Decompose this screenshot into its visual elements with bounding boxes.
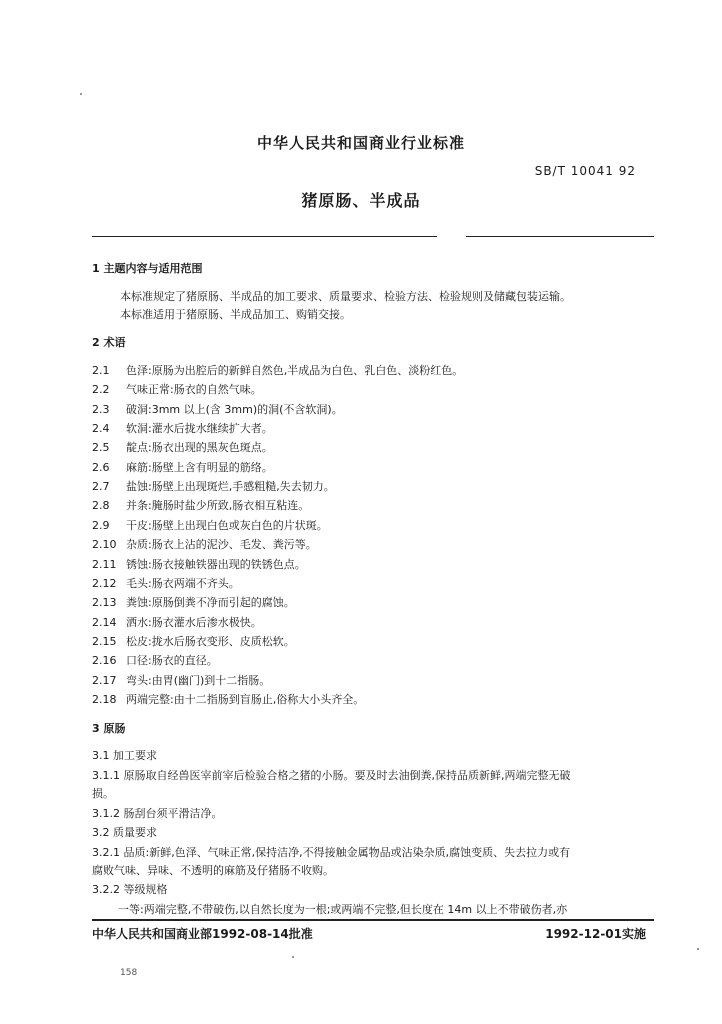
term-item xyxy=(92,364,463,378)
term-item xyxy=(92,635,295,649)
section-2-heading: 2 术语 xyxy=(92,336,126,349)
term-item xyxy=(92,616,262,630)
term-number: 2.11 xyxy=(92,557,117,571)
term-number: 2.13 xyxy=(92,596,117,610)
term-text: 弯头:由胃(幽门)到十二指肠。 xyxy=(126,673,271,687)
document-title: 猪原肠、半成品 xyxy=(301,191,421,210)
term-number: 2.9 xyxy=(92,518,110,532)
term-number: 2.15 xyxy=(92,634,117,648)
header-rule-right xyxy=(466,236,654,237)
section-3-heading: 3 原肠 xyxy=(92,722,126,735)
clause-3-1-1-line-2: 损。 xyxy=(92,787,114,800)
clause-3-2-2-grade-1: 一等:两端完整,不带破伤,以自然长度为一根;或两端不完整,但长度在 14m 以上不带破伤者,亦 xyxy=(118,903,568,916)
term-number: 2.4 xyxy=(92,422,110,436)
term-number: 2.17 xyxy=(92,673,117,687)
term-number: 2.7 xyxy=(92,480,110,494)
term-text: 气味正常:肠衣的自然气味。 xyxy=(126,383,262,397)
header-rule-left xyxy=(92,236,437,237)
term-item xyxy=(92,461,273,475)
term-text: 杂质:肠衣上沾的泥沙、毛发、粪污等。 xyxy=(126,538,317,552)
term-text: 软洞:灌水后拢水继续扩大者。 xyxy=(126,422,273,436)
term-item xyxy=(92,480,335,494)
term-number: 2.14 xyxy=(92,615,117,629)
term-item xyxy=(92,403,343,417)
scan-speck xyxy=(80,93,82,95)
term-number: 2.12 xyxy=(92,576,117,590)
term-item xyxy=(92,558,306,572)
clause-3-2-1-line-2: 腐败气味、异味、不透明的麻筋及仔猪肠不收购。 xyxy=(92,864,334,877)
term-item xyxy=(92,654,218,668)
term-number: 2.3 xyxy=(92,402,110,416)
term-text: 两端完整:由十二指肠到盲肠止,俗称大小头齐全。 xyxy=(126,692,365,706)
term-item xyxy=(92,693,364,707)
term-text: 洒水:肠衣灌水后渗水极快。 xyxy=(126,615,262,629)
term-text: 盐蚀:肠壁上出现斑烂,手感粗糙,失去韧力。 xyxy=(126,480,335,494)
term-item xyxy=(92,674,270,688)
page-number: 158 xyxy=(120,968,138,978)
clause-3-1-2: 3.1.2 肠刮台须平滑洁净。 xyxy=(92,807,223,820)
term-number: 2.16 xyxy=(92,654,117,668)
term-number: 2.2 xyxy=(92,383,110,397)
term-item xyxy=(92,577,240,591)
clause-3-1: 3.1 加工要求 xyxy=(92,749,157,762)
term-text: 粪蚀:原肠倒粪不净而引起的腐蚀。 xyxy=(126,596,295,610)
clause-3-1-1-line-1: 3.1.1 原肠取自经兽医宰前宰后检验合格之猪的小肠。要及时去油倒粪,保持品质新鲜,两端完整无破 xyxy=(92,769,571,782)
term-item xyxy=(92,538,317,552)
term-item xyxy=(92,499,309,513)
term-item xyxy=(92,441,273,455)
approval-date: 中华人民共和国商业部1992-08-14批准 xyxy=(92,927,313,941)
scan-speck xyxy=(292,956,294,958)
term-item xyxy=(92,596,295,610)
term-number: 2.10 xyxy=(92,538,117,552)
footer-rule xyxy=(92,919,654,921)
term-text: 干皮:肠壁上出现白色或灰白色的片状斑。 xyxy=(126,518,328,532)
effective-date: 1992-12-01实施 xyxy=(545,927,646,941)
term-number: 2.18 xyxy=(92,692,117,706)
standard-title: 中华人民共和国商业行业标准 xyxy=(256,134,465,152)
clause-3-2: 3.2 质量要求 xyxy=(92,826,157,839)
term-item xyxy=(92,383,262,397)
term-text: 色泽:原肠为出腔后的新鲜自然色,半成品为白色、乳白色、淡粉红色。 xyxy=(126,364,464,377)
scan-speck xyxy=(697,948,699,950)
term-number: 2.5 xyxy=(92,441,110,455)
term-item xyxy=(92,519,328,533)
term-number: 2.1 xyxy=(92,364,110,377)
clause-3-2-1-line-1: 3.2.1 品质:新鲜,色泽、气味正常,保持洁净,不得接触金属物品或沾染杂质,腐蚀变质、失去拉力或有 xyxy=(92,846,571,859)
term-text: 麻筋:肠壁上含有明显的筋络。 xyxy=(126,460,273,474)
term-text: 口径:肠衣的直径。 xyxy=(126,654,218,668)
term-text: 破洞:3mm 以上(含 3mm)的洞(不含软洞)。 xyxy=(126,402,343,416)
section-1-paragraph-1: 本标准规定了猪原肠、半成品的加工要求、质量要求、检验方法、检验规则及储藏包装运输。 xyxy=(120,290,571,303)
term-item xyxy=(92,422,273,436)
term-text: 锈蚀:肠衣接触铁器出现的铁锈色点。 xyxy=(126,557,306,571)
term-text: 松皮:拢水后肠衣变形、皮质松软。 xyxy=(126,634,295,648)
section-1-paragraph-2: 本标准适用于猪原肠、半成品加工、购销交接。 xyxy=(120,308,351,321)
term-number: 2.8 xyxy=(92,499,110,513)
term-number: 2.6 xyxy=(92,460,110,474)
term-text: 毛头:肠衣两端不齐头。 xyxy=(126,576,240,590)
term-text: 并条:腌肠时盐少所致,肠衣相互粘连。 xyxy=(126,499,310,513)
term-text: 靛点:肠衣出现的黑灰色斑点。 xyxy=(126,441,273,455)
standard-code: SB/T 10041 92 xyxy=(534,164,636,178)
section-1-heading: 1 主题内容与适用范围 xyxy=(92,262,203,275)
clause-3-2-2: 3.2.2 等级规格 xyxy=(92,883,168,896)
